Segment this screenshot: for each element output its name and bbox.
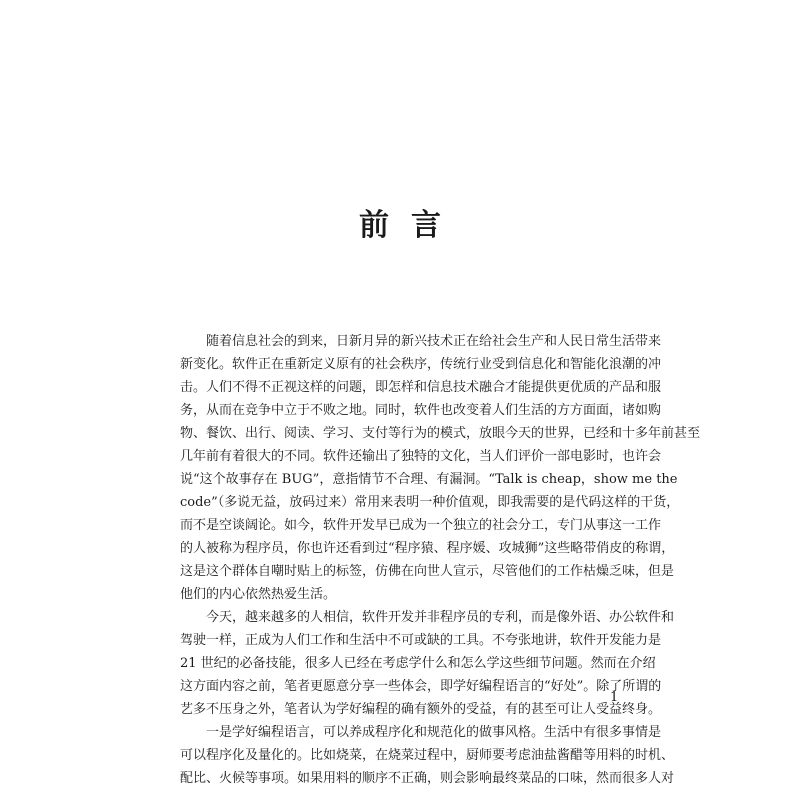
text-line: 今天，越来越多的人相信，软件开发并非程序员的专利，而是像外语、办公软件和 <box>206 610 675 625</box>
text-line: 随着信息社会的到来，日新月异的新兴技术正在给社会生产和人民日常生活带来 <box>206 334 662 349</box>
paragraph-2 <box>180 606 675 721</box>
paragraph-3 <box>180 721 675 790</box>
text-line: 的人被称为程序员，你也许还看到过“程序猿、程序媛、攻城狮”这些略带俏皮的称谓， <box>180 541 675 556</box>
text-line: 击。人们不得不正视这样的问题，即怎样和信息技术融合才能提供更优质的产品和服 <box>180 380 662 395</box>
text-line: 这方面内容之前，笔者更愿意分享一些体会，即学好编程语言的“好处”。除了所谓的 <box>180 679 662 694</box>
title-char-2: 言 <box>411 208 441 243</box>
text-line: 艺多不压身之外，笔者认为学好编程的确有额外的受益，有的甚至可让人受益终身。 <box>180 702 662 717</box>
page-number: 1 <box>610 690 619 705</box>
text-line: 这是这个群体自嘲时贴上的标签，仿佛在向世人宣示，尽管他们的工作枯燥乏味，但是 <box>180 564 675 579</box>
paragraph-1 <box>180 330 701 606</box>
text-line: 说“这个故事存在 BUG”，意指情节不合理、有漏洞。“Talk is cheap，show me the <box>180 472 678 487</box>
text-line: 几年前有着很大的不同。软件还输出了独特的文化，当人们评价一部电影时，也许会 <box>180 449 662 464</box>
text-line: 一是学好编程语言，可以养成程序化和规范化的做事风格。生活中有很多事情是 <box>206 725 662 740</box>
text-line: 新变化。软件正在重新定义原有的社会秩序，传统行业受到信息化和智能化浪潮的冲 <box>180 357 662 372</box>
text-line: code”（多说无益，放码过来）常用来表明一种价值观，即我需要的是代码这样的干货， <box>180 495 680 510</box>
text-line: 物、餐饮、出行、阅读、学习、支付等行为的模式，放眼今天的世界，已经和十多年前甚至 <box>180 426 701 441</box>
page-title <box>0 200 800 244</box>
text-line: 而不是空谈阔论。如今，软件开发早已成为一个独立的社会分工，专门从事这一工作 <box>180 518 662 533</box>
text-line: 驾驶一样，正成为人们工作和生活中不可或缺的工具。不夸张地讲，软件开发能力是 <box>180 633 662 648</box>
title-char-1: 前 <box>359 208 389 243</box>
text-line: 他们的内心依然热爱生活。 <box>180 587 337 602</box>
body-text <box>180 330 701 790</box>
text-line: 配比、火候等事项。如果用料的顺序不正确，则会影响最终菜品的口味，然而很多人对 <box>180 771 675 786</box>
text-line: 21 世纪的必备技能，很多人已经在考虑学什么和怎么学这些细节问题。然而在介绍 <box>180 656 656 671</box>
text-line: 可以程序化及量化的。比如烧菜，在烧菜过程中，厨师要考虑油盐酱醋等用料的时机、 <box>180 748 675 763</box>
text-line: 务，从而在竞争中立于不败之地。同时，软件也改变着人们生活的方方面面，诸如购 <box>180 403 662 418</box>
